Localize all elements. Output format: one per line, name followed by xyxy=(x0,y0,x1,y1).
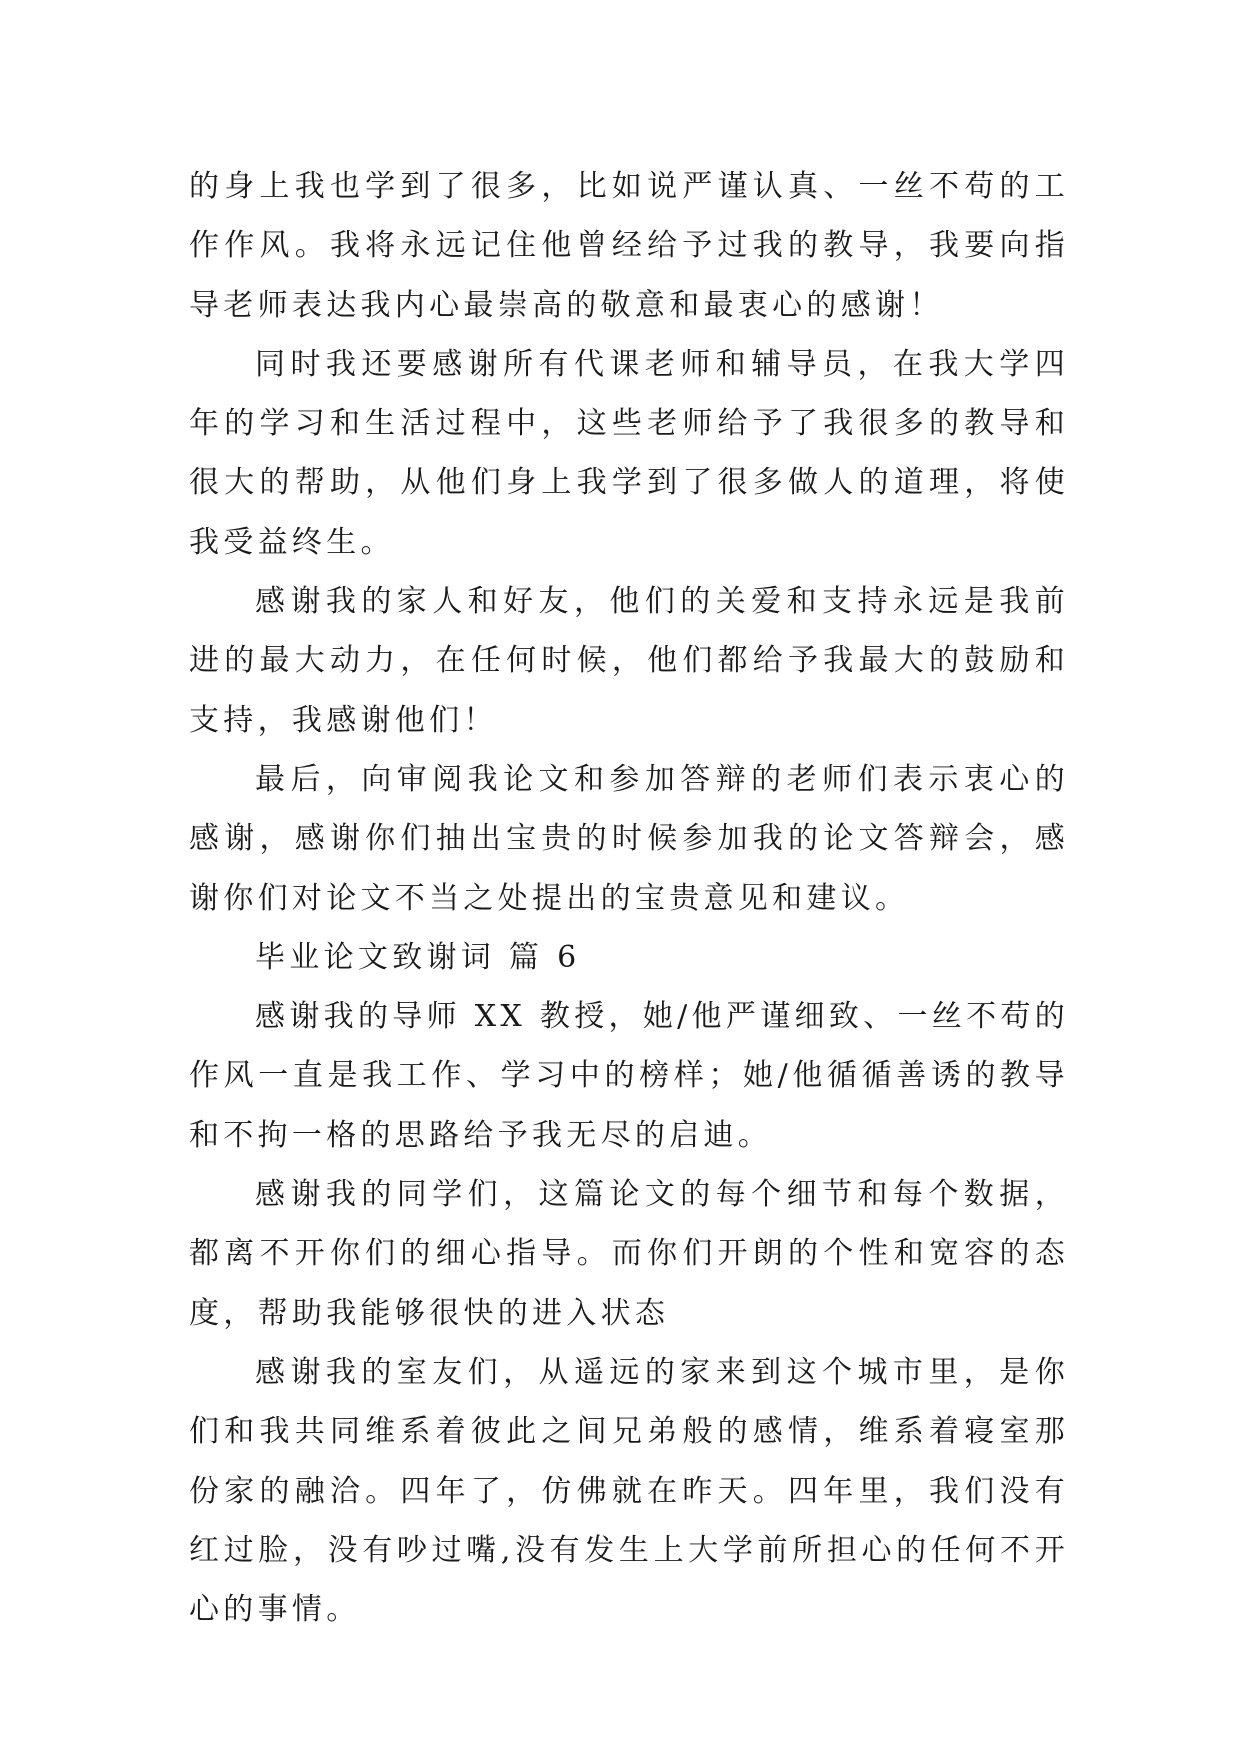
paragraph-thanks-teachers: 同时我还要感谢所有代课老师和辅导员，在我大学四年的学习和生活过程中，这些老师给予了我很多的教导和很大的帮助，从他们身上我学到了很多做人的道理，将使我受益终生。 xyxy=(189,346,1069,560)
paragraph-thanks-family: 感谢我的家人和好友，他们的关爱和支持永远是我前进的最大动力，在任何时候，他们都给予我最大的鼓励和支持，我感谢他们！ xyxy=(189,584,1069,738)
paragraph-thanks-advisor: 感谢我的导师 XX 教授，她/他严谨细致、一丝不苟的作风一直是我工作、学习中的榜样；她/他循循善诱的教导和不拘一格的思路给予我无尽的启迪。 xyxy=(189,999,1069,1153)
document-body xyxy=(189,157,1069,1639)
paragraph-thanks-reviewers: 最后，向审阅我论文和参加答辩的老师们表示衷心的感谢，感谢你们抽出宝贵的时候参加我的论文答辩会，感谢你们对论文不当之处提出的宝贵意见和建议。 xyxy=(189,761,1069,916)
paragraph-continuation: 的身上我也学到了很多，比如说严谨认真、一丝不苟的工作作风。我将永远记住他曾经给予过我的教导，我要向指导老师表达我内心最崇高的敬意和最衷心的感谢！ xyxy=(189,169,1069,323)
paragraph-thanks-roommates: 感谢我的室友们，从遥远的家来到这个城市里，是你们和我共同维系着彼此之间兄弟般的感情，维系着寝室那份家的融洽。四年了，仿佛就在昨天。四年里，我们没有红过脸，没有吵过嘴,没有发生上大学前所担心的任何不开心的事情。 xyxy=(189,1354,1069,1628)
section-heading: 毕业论文致谢词 篇 6 xyxy=(255,939,581,975)
paragraph-thanks-classmates: 感谢我的同学们，这篇论文的每个细节和每个数据，都离不开你们的细心指导。而你们开朗的个性和宽容的态度，帮助我能够很快的进入状态 xyxy=(189,1177,1069,1331)
